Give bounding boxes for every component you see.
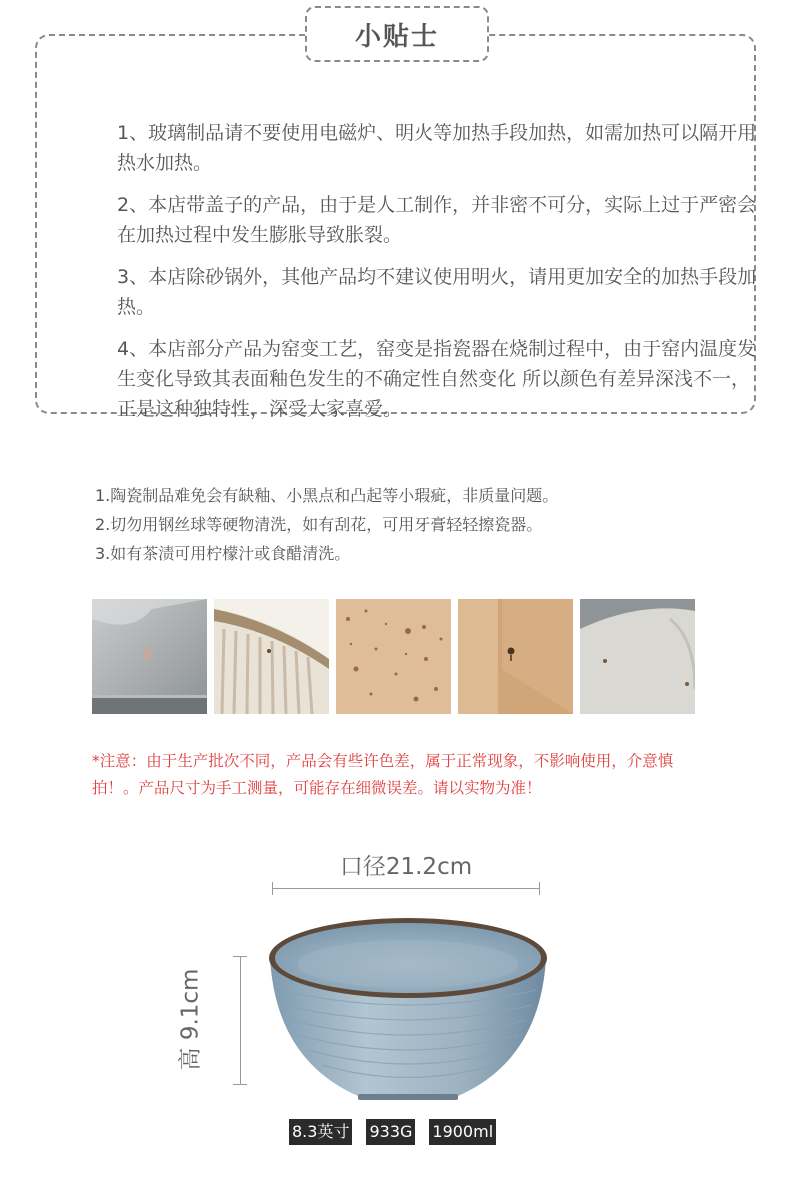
tips-list — [117, 118, 757, 436]
diameter-label: 口径21.2cm — [339, 854, 473, 880]
flaw-photo-black-dot — [458, 599, 573, 714]
tip-item: 1、玻璃制品请不要使用电磁炉、明火等加热手段加热，如需加热可以隔开用热水加热。 — [117, 122, 757, 174]
flaw-photo-rim — [214, 599, 329, 714]
height-tick-top — [233, 956, 247, 957]
flaw-photo-light-glaze — [580, 599, 695, 714]
note-item: 3.如有茶渍可用柠檬汁或食醋清洗。 — [95, 544, 351, 563]
height-tick-bottom — [233, 1084, 247, 1085]
spec-volume: 1900ml — [429, 1119, 496, 1145]
tip-item: 3、本店除砂锅外，其他产品均不建议使用明火，请用更加安全的加热手段加热。 — [117, 266, 757, 318]
tips-title: 小贴士 — [305, 6, 489, 62]
note-item: 2.切勿用钢丝球等硬物清洗，如有刮花，可用牙膏轻轻擦瓷器。 — [95, 515, 543, 534]
diameter-tick-left — [272, 882, 273, 895]
flaw-photo-speckles — [336, 599, 451, 714]
height-line — [240, 956, 241, 1084]
flaw-photo-grey-glaze — [92, 599, 207, 714]
spec-badges — [289, 1119, 496, 1145]
bowl-image — [266, 910, 550, 1110]
spec-size: 8.3英寸 — [289, 1119, 352, 1145]
tips-box — [35, 34, 757, 420]
flaw-photos — [92, 599, 696, 714]
note-item: 1.陶瓷制品难免会有缺釉、小黑点和凸起等小瑕疵，非质量问题。 — [95, 486, 559, 505]
warning-text: *注意：由于生产批次不同，产品会有些许色差，属于正常现象，不影响使用，介意慎拍！。产品尺寸为手工测量，可能存在细微误差。请以实物为准！ — [92, 752, 674, 797]
diameter-tick-right — [539, 882, 540, 895]
tip-item: 4、本店部分产品为窑变工艺，窑变是指瓷器在烧制过程中，由于窑内温度发生变化导致其表面釉色发生的不确定性自然变化 所以颜色有差异深浅不一，正是这种独特性，深受大家喜爱。 — [117, 338, 757, 420]
height-label: 高 9.1cm — [177, 968, 204, 1071]
diameter-line — [272, 888, 540, 889]
tip-item: 2、本店带盖子的产品，由于是人工制作，并非密不可分，实际上过于严密会在加热过程中发生膨胀导致胀裂。 — [117, 194, 757, 246]
spec-weight: 933G — [366, 1119, 415, 1145]
care-notes — [95, 481, 558, 568]
